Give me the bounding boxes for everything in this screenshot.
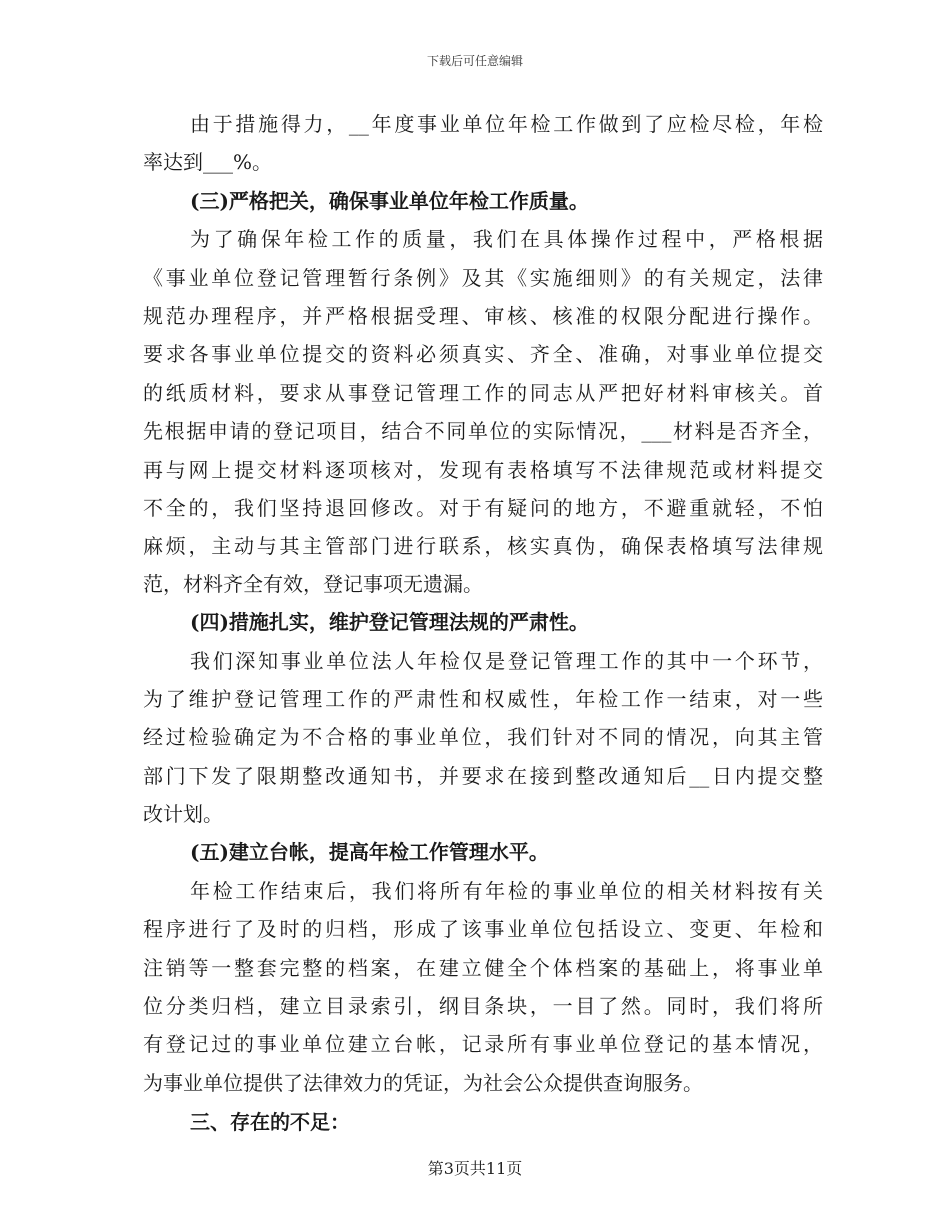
paragraph-line: 改计划。 <box>143 802 223 826</box>
page-header: 下载后可任意编辑 <box>426 54 523 68</box>
paragraph-line: 率达到___%。 <box>143 150 273 174</box>
page-footer: 第3页共11页 <box>427 1159 523 1178</box>
section-heading: (三)严格把关，确保事业单位年检工作质量。 <box>190 189 589 213</box>
paragraph-line: 《事业单位登记管理暂行条例》及其《实施细则》的有关规定，法律 <box>143 266 823 290</box>
section-heading: 三、存在的不足： <box>190 1110 350 1134</box>
paragraph-line: 为了维护登记管理工作的严肃性和权威性，年检工作一结束，对一些 <box>143 687 823 711</box>
paragraph-line: 部门下发了限期整改通知书，并要求在接到整改通知后__日内提交整 <box>143 764 823 788</box>
paragraph-line: 再与网上提交材料逐项核对，发现有表格填写不法律规范或材料提交 <box>143 458 823 482</box>
paragraph-line: 年检工作结束后，我们将所有年检的事业单位的相关材料按有关 <box>190 879 823 903</box>
paragraph-line: 规范办理程序，并严格根据受理、审核、核准的权限分配进行操作。 <box>143 304 823 328</box>
paragraph-line: 为事业单位提供了法律效力的凭证，为社会公众提供查询服务。 <box>143 1071 703 1095</box>
paragraph-line: 位分类归档，建立目录索引，纲目条块，一目了然。同时，我们将所 <box>143 994 823 1018</box>
paragraph-line: 不全的，我们坚持退回修改。对于有疑问的地方，不避重就轻，不怕 <box>143 496 823 520</box>
section-heading: (五)建立台帐，提高年检工作管理水平。 <box>190 840 549 864</box>
paragraph-line: 的纸质材料，要求从事登记管理工作的同志从严把好材料审核关。首 <box>143 381 823 405</box>
paragraph-line: 由于措施得力，__年度事业单位年检工作做到了应检尽检，年检 <box>190 112 823 136</box>
paragraph-line: 程序进行了及时的归档，形成了该事业单位包括设立、变更、年检和 <box>143 917 823 941</box>
paragraph-line: 麻烦，主动与其主管部门进行联系，核实真伪，确保表格填写法律规 <box>143 534 823 558</box>
section-heading: (四)措施扎实，维护登记管理法规的严肃性。 <box>190 610 589 634</box>
paragraph-line: 要求各事业单位提交的资料必须真实、齐全、准确，对事业单位提交 <box>143 342 823 366</box>
paragraph-line: 为了确保年检工作的质量，我们在具体操作过程中，严格根据 <box>190 227 823 251</box>
paragraph-line: 注销等一整套完整的档案，在建立健全个体档案的基础上，将事业单 <box>143 956 823 980</box>
paragraph-line: 范，材料齐全有效，登记事项无遗漏。 <box>143 572 483 596</box>
paragraph-line: 有登记过的事业单位建立台帐，记录所有事业单位登记的基本情况， <box>143 1032 823 1056</box>
paragraph-line: 先根据申请的登记项目，结合不同单位的实际情况，___材料是否齐全， <box>143 419 823 443</box>
paragraph-line: 经过检验确定为不合格的事业单位，我们针对不同的情况，向其主管 <box>143 725 823 749</box>
paragraph-line: 我们深知事业单位法人年检仅是登记管理工作的其中一个环节， <box>190 649 823 673</box>
